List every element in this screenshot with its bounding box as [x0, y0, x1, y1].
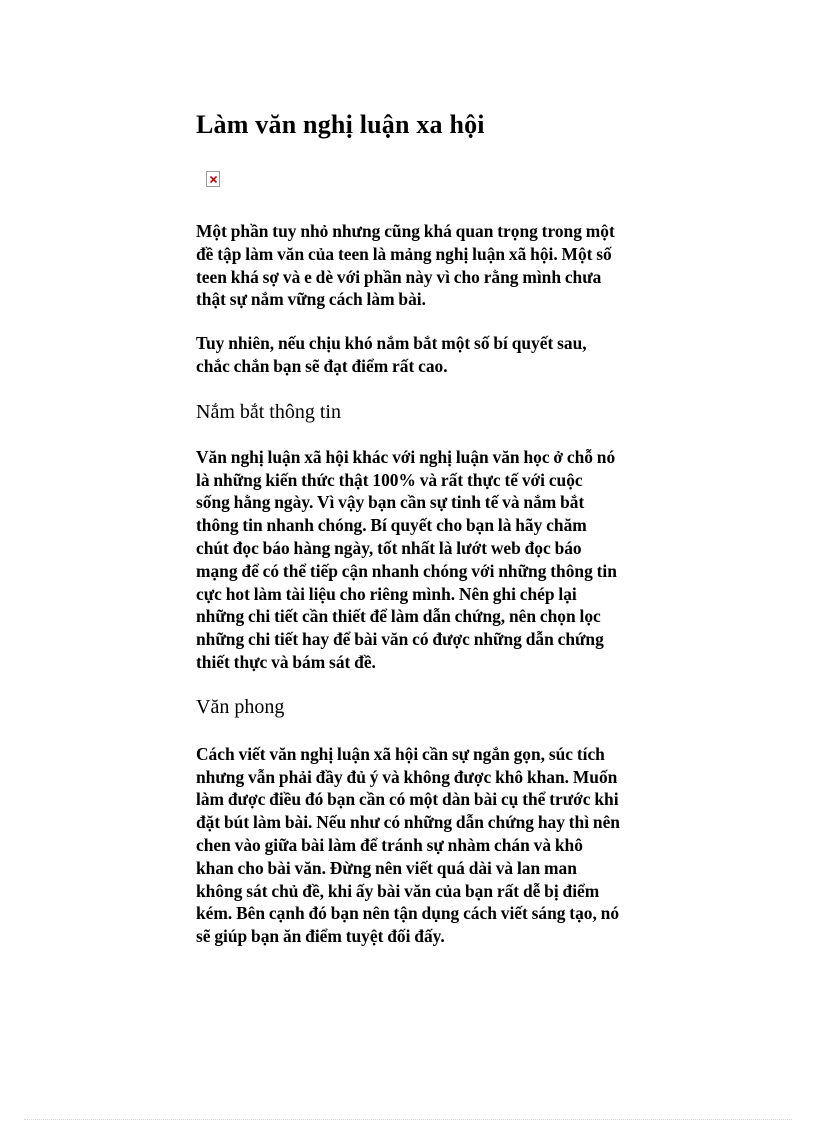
red-x-icon [210, 176, 217, 183]
page-bottom-divider [24, 1119, 792, 1120]
section-body-nam-bat-thong-tin: Văn nghị luận xã hội khác với nghị luận văn học ở chỗ nó là những kiến thức thật 100% và rất thực tế với cuộc sống hằng ngày. Vì vậy bạn cần sự tinh tế và nắm bắt thông tin nhanh chóng. Bí quyết cho bạn là hãy chăm chút đọc báo hàng ngày, tốt nhất là lướt web đọc báo mạng để có thể tiếp cận nhanh chóng với những thông tin cực hot làm tài liệu cho riêng mình. Nên ghi chép lại những chi tiết cần thiết để làm dẫn chứng, nên chọn lọc những chi tiết hay để bài văn có được những dẫn chứng thiết thực và bám sát đề. [196, 446, 617, 672]
section-heading-van-phong: Văn phong [196, 695, 285, 718]
section-body-van-phong: Cách viết văn nghị luận xã hội cần sự ngắn gọn, súc tích nhưng vẫn phải đầy đủ ý và không được khô khan. Muốn làm được điều đó bạn cần có một dàn bài cụ thể trước khi đặt bút làm bài. Nếu như có những dẫn chứng hay thì nên chen vào giữa bài làm để tránh sự nhàm chán và khô khan cho bài văn. Đừng nên viết quá dài và lan man không sát chủ đề, khi ấy bài văn của bạn rất dễ bị điểm kém. Bên cạnh đó bạn nên tận dụng cách viết sáng tạo, nó sẽ giúp bạn ăn điểm tuyệt đối đấy. [196, 743, 620, 947]
document-page [196, 108, 620, 948]
intro-paragraph-1: Một phần tuy nhỏ nhưng cũng khá quan trọng trong một đề tập làm văn của teen là mảng nghị luận xã hội. Một số teen khá sợ và e dè với phần này vì cho rằng mình chưa thật sự nắm vững cách làm bài. [196, 221, 615, 310]
article-title: Làm văn nghị luận xa hội [196, 110, 485, 139]
section-heading-nam-bat-thong-tin: Nắm bắt thông tin [196, 400, 341, 423]
broken-image-icon [206, 171, 220, 187]
intro-paragraph-2: Tuy nhiên, nếu chịu khó nắm bắt một số bí quyết sau, chắc chắn bạn sẽ đạt điểm rất cao. [196, 333, 587, 376]
